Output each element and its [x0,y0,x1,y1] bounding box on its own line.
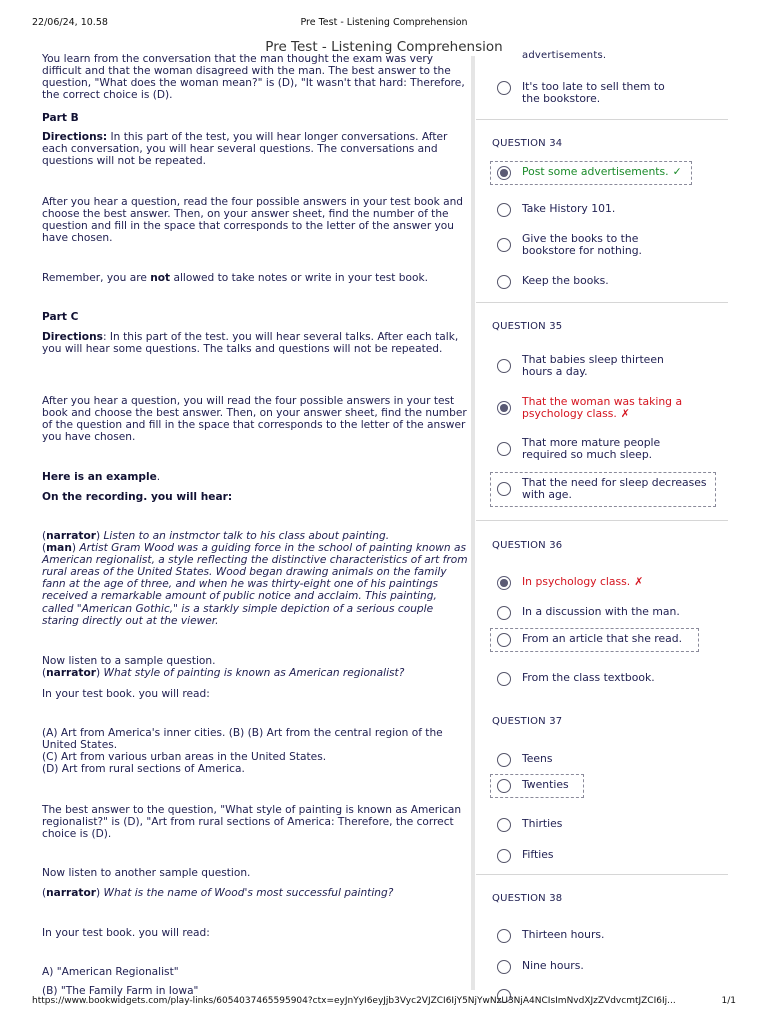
radio-icon[interactable] [497,442,511,456]
partB-reminder-post: allowed to take notes or write in your test book. [170,272,428,284]
q33-option-d[interactable] [490,76,690,111]
example-heading: Here is an example [42,471,157,483]
man-text: Artist Gram Wood was a guiding force in the school of painting known as American regionalist, a style reflecting the distinctive characteristics of art from rural areas of the United States. Wood began drawing animals on the family fann at the age of three, and when he was thirty-eight one of his paintings received a remarkable amount of public notice and acclaim. This painting, called "American Gothic," is a starkly simple depiction of a serious couple staring directly out at the viewer. [42,542,468,627]
narrator-question-2: What is the name of Wood's most successful painting? [103,887,394,899]
q35-option-b[interactable] [490,391,690,426]
option-text: That more mature people required so much sleep. [522,436,661,462]
option-text: Twenties [522,778,569,791]
radio-icon[interactable] [497,849,511,863]
previous-option-cut: advertisements. [522,50,607,61]
instructions-panel[interactable] [42,53,468,997]
narrator-label: narrator [46,530,96,542]
q36-option-c[interactable] [490,628,699,652]
read-intro-2: In your test book. you will read: [42,927,210,939]
q34-option-d[interactable] [490,270,690,294]
wrong-cross-icon: ✗ [620,407,630,421]
partB-directions [42,131,468,167]
narrator-question-1-line: (narrator) What style of painting is known as American regionalist? [42,667,405,679]
radio-icon[interactable] [497,275,511,289]
option-text: Thirteen hours. [522,928,605,941]
another-intro: Now listen to another sample question. [42,867,251,879]
option-text: Thirties [522,817,563,830]
answer-b: (B) "The Family Farm in Iowa" [42,985,199,997]
wrong-cross-icon: ✗ [634,575,644,588]
option-text: That the woman was taking a psychology class. [522,395,683,421]
option-text: Nine hours. [522,959,584,972]
option-text: Give the books to the bookstore for nothing. [522,232,642,258]
answer-a: A) "American Regionalist" [42,966,179,978]
q38-option-a[interactable] [490,924,690,948]
partC-directions-label: Directions [42,331,103,343]
q34-option-a[interactable] [490,161,692,185]
option-text: Teens [522,752,553,765]
q36-option-d[interactable] [490,667,690,691]
best-answer-text: The best answer to the question, "What style of painting is known as American regionalist?" is (D), "Art from rural sections of America: Therefore, the correct choice is (D). [42,804,462,841]
page-number: 1/1 [721,996,736,1006]
question-34-label: QUESTION 34 [492,138,563,149]
option-text: Keep the books. [522,274,609,287]
question-37-label: QUESTION 37 [492,716,563,727]
radio-icon[interactable] [497,929,511,943]
recording-heading: On the recording. you will hear: [42,491,233,503]
radio-icon[interactable] [497,203,511,217]
radio-icon[interactable] [497,606,511,620]
partB-reminder-pre: Remember, you are [42,272,151,284]
q35-option-d[interactable] [490,472,716,507]
radio-icon[interactable] [497,672,511,686]
partC-heading: Part C [42,311,79,323]
partB-reminder-bold: not [150,272,171,284]
option-text: From an article that she read. [522,632,683,645]
print-url: https://www.bookwidgets.com/play-links/6054037465595904?ctx=eyJnYyI6eyJjb3Vyc2VJZCI6IjY5NjYwNzU3NjA4NCIsImNvdXJzZVdvcmtJZCI6Ij... [32,996,676,1006]
print-date: 22/06/24, 10.58 [32,17,108,28]
print-footer [0,996,768,1010]
panel-divider[interactable] [471,56,475,990]
narrator-line-1: Listen to an instmctor talk to his class about painting. [103,530,390,542]
q36-option-a[interactable] [490,571,690,595]
narrator-label-2: narrator [46,667,96,679]
radio-icon[interactable] [497,753,511,767]
page-title: Pre Test - Listening Comprehension [265,39,503,55]
q37-option-b[interactable] [490,774,584,798]
question-35-label: QUESTION 35 [492,321,563,332]
radio-checked-icon[interactable] [497,401,511,415]
radio-checked-icon[interactable] [497,166,511,180]
option-text: From the class textbook. [522,671,655,684]
radio-checked-icon[interactable] [497,576,511,590]
radio-icon[interactable] [497,238,511,252]
option-text: It's too late to sell them to the bookstore. [522,80,665,106]
q35-option-c[interactable] [490,432,690,467]
read-intro-1: In your test book. you will read: [42,688,210,700]
print-title: Pre Test - Listening Comprehension [300,17,468,28]
radio-icon[interactable] [497,633,511,647]
example-heading-line [42,471,468,483]
q36-option-b[interactable] [490,601,690,625]
man-label: man [46,542,72,555]
sample-option-d: (D) Art from rural sections of America. [42,763,245,776]
q37-option-d[interactable] [490,844,690,868]
q38-option-b[interactable] [490,955,690,979]
correct-check-icon: ✓ [672,165,682,178]
partC-directions [42,331,468,355]
option-text: That the need for sleep decreases with age. [522,476,707,502]
print-header [0,17,768,31]
option-text: That babies sleep thirteen hours a day. [522,353,664,379]
separator [476,119,728,120]
recording-transcript: (narrator) Listen to an instmctor talk to his class about painting. (man) Artist Gram Wood was a guiding force in the school of painting known as American regionalist, a style reflecting the distinctive characteristics of art from rural areas of the United States. Wood began drawing animals on the family fann at the age of three, and when he was thirty-eight one of his paintings received a remarkable amount of public notice and acclaim. This painting, called "American Gothic," is a starkly simple depiction of a serious couple staring directly out at the viewer. [42,530,468,627]
option-text: In psychology class. [522,575,631,588]
partB-reminder [42,272,468,284]
partC-directions-text: : In this part of the test. you will hear several talks. After each talk, you will hear some questions. The talks and questions will not be repeated. [42,331,459,356]
q34-option-b[interactable] [490,198,690,222]
partB-directions-text: In this part of the test, you will hear longer conversations. After each conversation, you will hear several questions. The conversations and questions will not be repeated. [42,131,448,168]
q34-option-c[interactable] [490,228,690,263]
partB-directions-label: Directions: [42,131,108,143]
radio-icon[interactable] [497,818,511,832]
radio-icon[interactable] [497,960,511,974]
option-text: In a discussion with the man. [522,605,680,618]
question-38-label: QUESTION 38 [492,893,563,904]
option-text: Post some advertisements. [522,165,669,178]
partC-paragraph-2: After you hear a question, you will read the four possible answers in your test book and choose the best answer. Then, on your answer sheet, find the number of the question and fill in the space that corresponds to the letter of the answer you have chosen. [42,395,467,444]
narrator-question-1: What style of painting is known as American regionalist? [103,667,405,679]
separator [476,520,728,521]
separator [476,874,728,875]
q37-option-a[interactable] [490,748,690,772]
partB-paragraph-2: After you hear a question, read the four possible answers in your test book and choose the best answer. Then, on your answer sheet, find the number of the question and fill in the space that corresponds to the Ietter of the answer you have chosen. [42,196,464,245]
partA-tail [42,53,468,101]
sample-option-c: (C) Art from various urban areas in the United States. [42,751,327,764]
separator [476,302,728,303]
partB-heading: Part B [42,112,79,124]
questions-panel[interactable] [476,50,728,990]
option-text: Fifties [522,848,554,861]
question-36-label: QUESTION 36 [492,540,563,551]
example-period: . [156,471,161,483]
sample-option-ab: (A) Art from America's inner cities. (B) (B) Art from the central region of the United States. [42,727,443,752]
sample-options [42,727,468,775]
partA-tail-text: You learn from the conversation that the man thought the exam was very difficult and that the woman disagreed with the man. The best answer to the question, "What does the woman mean?" is (D), "It wasn't that hard: Therefore, the correct choice is (D). [42,53,465,102]
option-text: Take History 101. [522,202,616,215]
narrator-label-3: narrator [46,887,96,899]
sample-intro: Now listen to a sample question. [42,655,216,667]
radio-icon[interactable] [497,359,511,373]
radio-icon[interactable] [497,81,511,95]
radio-icon[interactable] [497,779,511,793]
q35-option-a[interactable] [490,349,690,384]
q37-option-c[interactable] [490,813,690,837]
narrator-question-2-line: (narrator) What is the name of Wood's most successful painting? [42,887,394,899]
radio-icon[interactable] [497,482,511,496]
